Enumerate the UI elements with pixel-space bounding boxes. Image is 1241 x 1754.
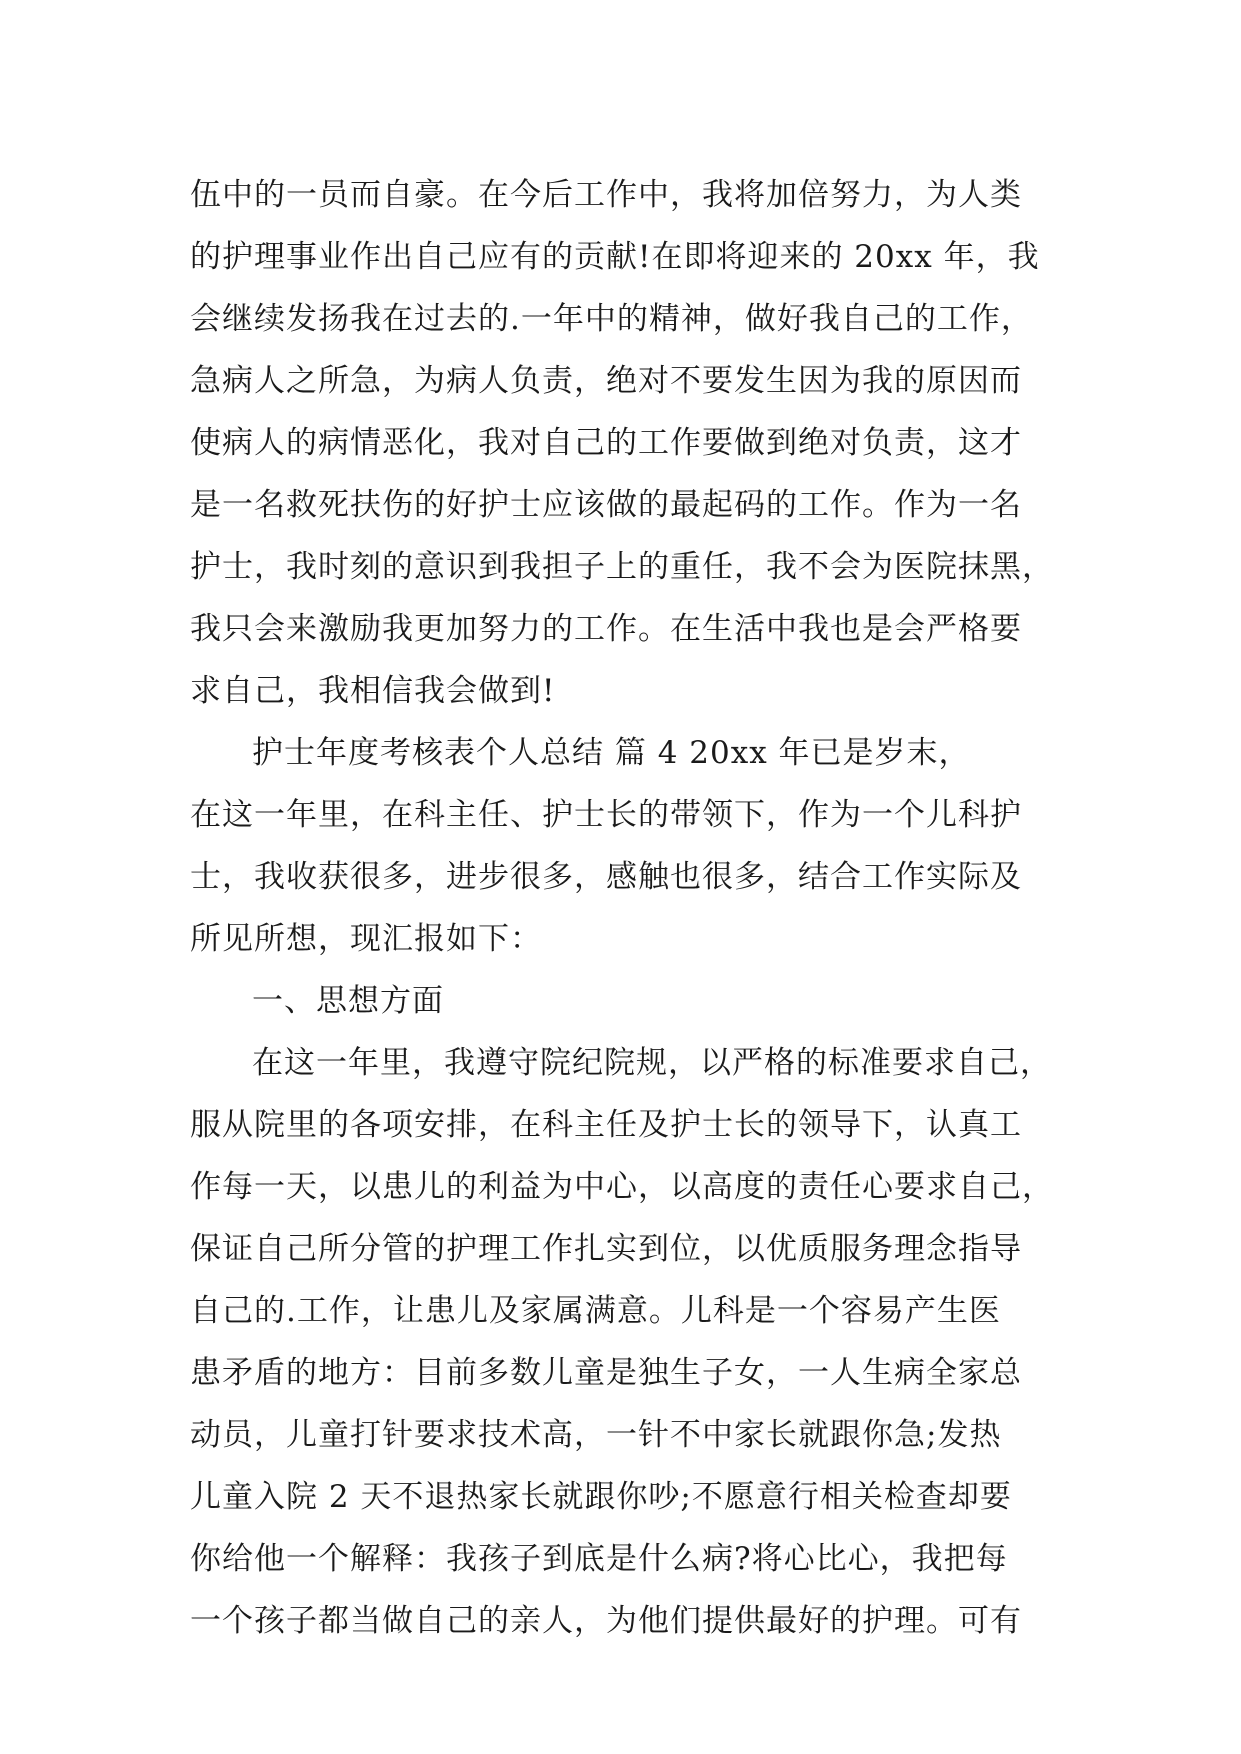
- text-line: 患矛盾的地方：目前多数儿童是独生子女，一人生病全家总: [190, 1355, 1022, 1391]
- text-line: 急病人之所急，为病人负责，绝对不要发生因为我的原因而: [190, 363, 1022, 399]
- document-body-text: [190, 164, 1070, 1652]
- text-line: 在这一年里，在科主任、护士长的带领下，作为一个儿科护: [190, 797, 1022, 833]
- text-line: 一、思想方面: [252, 983, 444, 1019]
- text-line: 是一名救死扶伤的好护士应该做的最起码的工作。作为一名: [190, 487, 1022, 523]
- text-line: 自己的.工作，让患儿及家属满意。儿科是一个容易产生医: [190, 1293, 1001, 1329]
- text-line: 在这一年里，我遵守院纪院规，以严格的标准要求自己，: [252, 1045, 1052, 1081]
- text-line: 护士年度考核表个人总结 篇 4 20xx 年已是岁末，: [252, 735, 971, 771]
- text-line: 求自己，我相信我会做到!: [190, 673, 556, 709]
- text-line: 会继续发扬我在过去的.一年中的精神，做好我自己的工作，: [190, 301, 1033, 337]
- text-line: 儿童入院 2 天不退热家长就跟你吵;不愿意行相关检查却要: [190, 1479, 1012, 1515]
- text-line: 我只会来激励我更加努力的工作。在生活中我也是会严格要: [190, 611, 1022, 647]
- text-line: 士，我收获很多，进步很多，感触也很多，结合工作实际及: [190, 859, 1022, 895]
- text-line: 动员，儿童打针要求技术高，一针不中家长就跟你急;发热: [190, 1417, 1002, 1453]
- text-line: 所见所想，现汇报如下：: [190, 921, 542, 957]
- text-line: 服从院里的各项安排，在科主任及护士长的领导下，认真工: [190, 1107, 1022, 1143]
- text-line: 使病人的病情恶化，我对自己的工作要做到绝对负责，这才: [190, 425, 1022, 461]
- text-line: 的护理事业作出自己应有的贡献!在即将迎来的 20xx 年，我: [190, 239, 1040, 275]
- text-line: 保证自己所分管的护理工作扎实到位，以优质服务理念指导: [190, 1231, 1022, 1267]
- text-line: 护士，我时刻的意识到我担子上的重任，我不会为医院抹黑，: [190, 549, 1054, 585]
- text-line: 作每一天，以患儿的利益为中心，以高度的责任心要求自己，: [190, 1169, 1054, 1205]
- text-line: 一个孩子都当做自己的亲人，为他们提供最好的护理。可有: [190, 1603, 1022, 1639]
- text-line: 你给他一个解释：我孩子到底是什么病?将心比心，我把每: [190, 1541, 1008, 1577]
- text-line: 伍中的一员而自豪。在今后工作中，我将加倍努力，为人类: [190, 177, 1022, 213]
